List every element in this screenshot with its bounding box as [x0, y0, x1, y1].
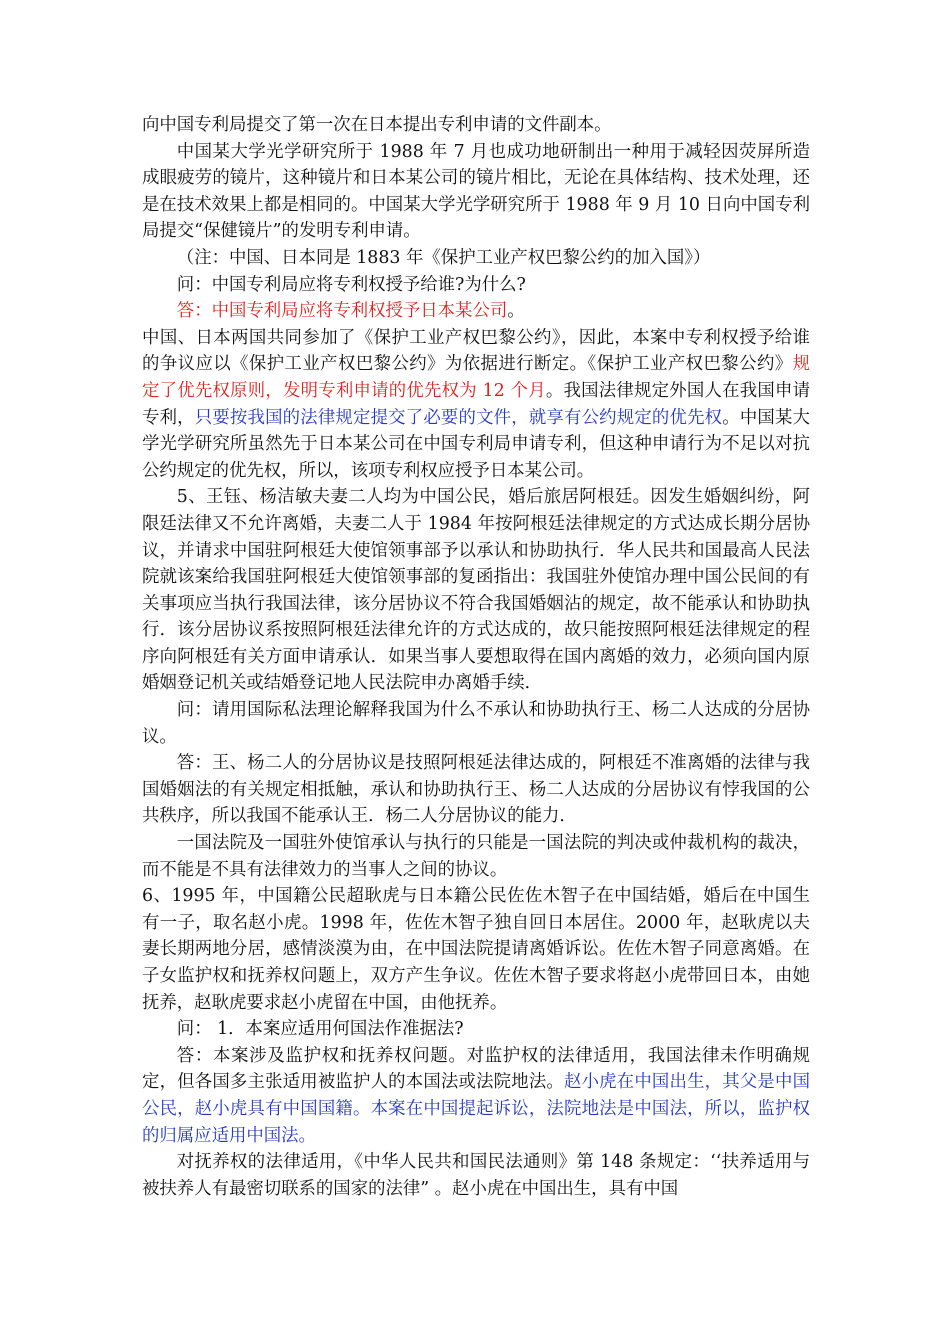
text-run: 向中国专利局提交了第一次在日本提出专利申请的文件副本。 — [142, 115, 612, 135]
text-run: 问：中国专利局应将专利权授予给谁?为什么? — [176, 274, 526, 295]
text-run: 问：请用国际私法理论解释我国为什么不承认和协助执行王、杨二人达成的分居协议。 — [142, 700, 810, 747]
text-run: 。我国法律规定外国人在我国申请专利， — [142, 380, 810, 428]
text-run: （注：中国、日本同是 1883 年《保护工业产权巴黎公约的加入国》） — [176, 247, 711, 268]
highlighted-text-run: 只要按我国的法律规定提交了必要的文件，就享有公约规定的优先权 — [194, 407, 723, 428]
paragraph — [142, 883, 810, 1016]
paragraph — [142, 272, 810, 299]
paragraph — [142, 1016, 810, 1043]
paragraph — [142, 750, 810, 830]
paragraph — [142, 139, 810, 245]
text-run: 对抚养权的法律适用，《中华人民共和国民法通则》第 148 条规定：‘‘扶养适用与被扶养人有最密切联系的国家的法律” 。赵小虎在中国出生，具有中国 — [142, 1152, 810, 1199]
text-run: 6、1995 年，中国籍公民超耿虎与日本籍公民佐佐木智子在中国结婚，婚后在中国生有一子，取名赵小虎。1998 年，佐佐木智子独自回日本居住。2000 年，赵耿虎以夫妻长期两地分居，感情淡漠为由，在中国法院提请离婚诉讼。佐佐木智子同意离婚。在子女监护权和抚养权问题上，双方产生争议。佐佐木智子要求将赵小虎带回日本，由她抚养，赵耿虎要求赵小虎留在中国，由他抚养。 — [142, 886, 810, 1013]
highlighted-text-run: 规定了优先权原则，发明专利申请的优先权为 12 个月 — [142, 354, 810, 401]
paragraph — [142, 697, 810, 750]
text-run: 问： 1．本案应适用何国法作准据法? — [176, 1019, 464, 1040]
paragraph — [142, 298, 810, 325]
text-run: 答：本案涉及监护权和抚养权问题。对监护权的法律适用，我国法律未作明确规定，但各国多主张适用被监护人的本国法或法院地法。 — [142, 1045, 810, 1093]
paragraph — [142, 830, 810, 883]
paragraph — [142, 484, 810, 697]
paragraph — [142, 1043, 810, 1149]
text-run: 答：王、杨二人的分居协议是技照阿根延法律达成的，阿根廷不准离婚的法律与我国婚姻法的有关规定相抵触，承认和协助执行王、杨二人达成的分居协议有悖我国的公共秩序，所以我国不能承认王．杨二人分居协议的能力． — [142, 753, 810, 827]
paragraph — [142, 1149, 810, 1202]
text-run: 。中国某大学光学研究所虽然先于日本某公司在中国专利局申请专利，但这种申请行为不足以对抗公约规定的优先权，所以，该项专利权应授予日本某公司。 — [142, 407, 810, 481]
highlighted-text-run: 答：中国专利局应将专利权授予日本某公司 — [176, 301, 508, 322]
highlighted-text-run: 赵小虎在中国出生，其父是中国公民，赵小虎具有中国国籍。本案在中国提起诉讼，法院地法是中国法，所以，监护权的归属应适用中国法。 — [142, 1072, 810, 1146]
paragraph — [142, 245, 810, 272]
text-run: 中国、日本两国共同参加了《保护工业产权巴黎公约》，因此，本案中专利权授予给谁的争议应以《保护工业产权巴黎公约》为依据进行断定。《保护工业产权巴黎公约》 — [142, 327, 810, 375]
text-run: 一国法院及一国驻外使馆承认与执行的只能是一国法院的判决或仲裁机构的裁决，而不能是不具有法律效力的当事人之间的协议。 — [142, 833, 810, 880]
paragraph — [142, 112, 810, 139]
text-run: 中国某大学光学研究所于 1988 年 7 月也成功地研制出一种用于减轻因荧屏所造成眼疲劳的镜片，这种镜片和日本某公司的镜片相比，无论在具体结构、技术处理，还是在技术效果上都是相同的。中国某大学光学研究所于 1988 年 9 月 10 日向中国专利局提交“保健镜片”的发明专利申请。 — [142, 141, 810, 242]
paragraph — [142, 325, 810, 485]
document-body — [142, 112, 810, 1202]
text-run: 。 — [507, 301, 525, 322]
text-run: 5、王钰、杨洁敏夫妻二人均为中国公民，婚后旅居阿根廷。因发生婚姻纠纷，阿限廷法律又不允许离婚，夫妻二人于 1984 年按阿根廷法律规定的方式达成长期分居协议，并请求中国驻阿根廷大使馆领事部予以承认和协助执行．华人民共和国最高人民法院就该案给我国驻阿根廷大使馆领事部的复函指出：我国驻外使馆办理中国公民间的有关事项应当执行我国法律，该分居协议不符合我国婚姻沾的规定，故不能承认和协助执行．该分居协议系按照阿根廷法律允许的方式达成的，故只能按照阿根廷法律规定的程序向阿根廷有关方面申请承认．如果当事人要想取得在国内离婚的效力，必须向国内原婚姻登记机关或结婚登记地人民法院申办离婚手续． — [142, 487, 810, 694]
